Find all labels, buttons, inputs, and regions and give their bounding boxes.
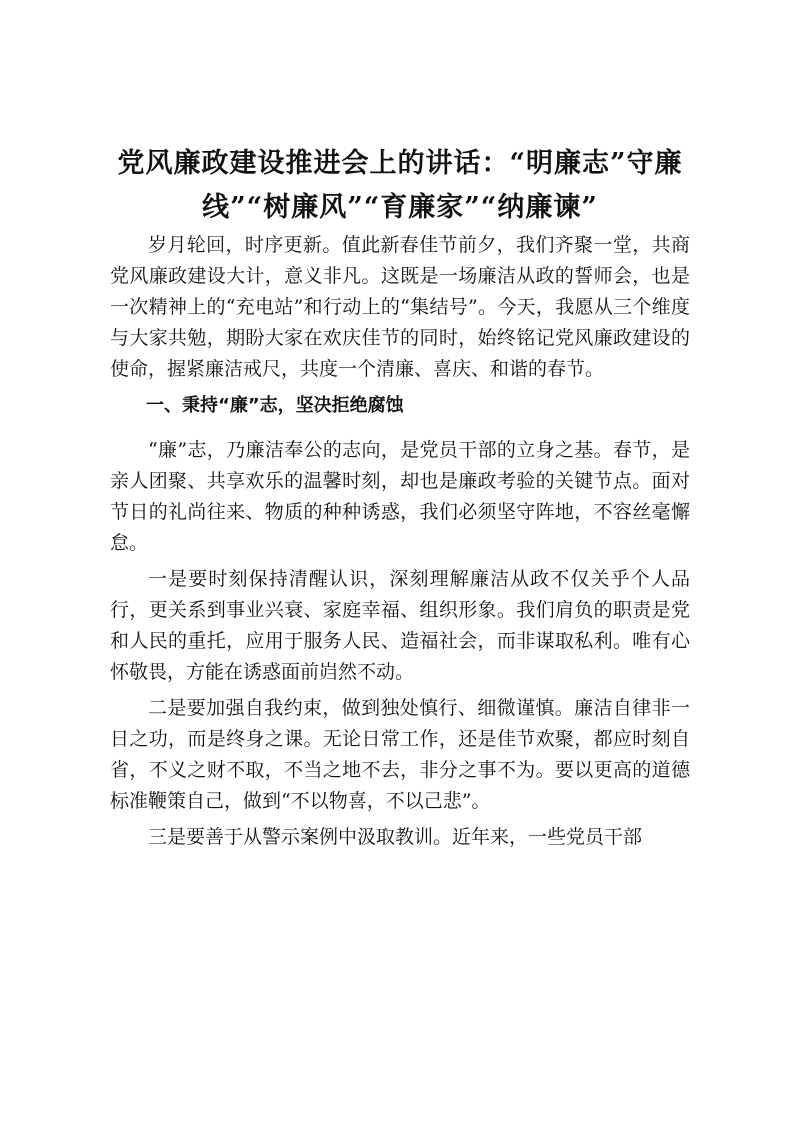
paragraph-point-1: 一是要时刻保持清醒认识，深刻理解廉洁从政不仅关乎个人品行，更关系到事业兴衰、家庭幸福、组织形象。我们肩负的职责是党和人民的重托，应用于服务人民、造福社会，而非谋取私利。唯有心怀敬畏，方能在诱惑面前岿然不动。 [110, 568, 690, 683]
paragraph-lianzhi: “廉”志，乃廉洁奉公的志向，是党员干部的立身之基。春节，是亲人团聚、共享欢乐的温馨时刻，却也是廉政考验的关键节点。面对节日的礼尚往来、物质的种种诱惑，我们必须坚守阵地，不容丝毫懈怠。 [110, 439, 690, 554]
document-title: 党风廉政建设推进会上的讲话：“明廉志”守廉线”“树廉风”“育廉家”“纳廉谏” [117, 148, 683, 223]
section-heading-1: 一、秉持“廉”志，坚决拒绝腐蚀 [146, 395, 404, 416]
paragraph-point-2: 二是要加强自我约束，做到独处慎行、细微谨慎。廉洁自律非一日之功，而是终身之课。无论日常工作，还是佳节欢聚，都应时刻自省，不义之财不取，不当之地不去，非分之事不为。要以更高的道德标准鞭策自己，做到“不以物喜，不以己悲”。 [110, 697, 690, 812]
paragraph-point-3: 三是要善于从警示案例中汲取教训。近年来，一些党员干部 [148, 826, 643, 848]
document-body [110, 230, 690, 858]
paragraph-intro: 岁月轮回，时序更新。值此新春佳节前夕，我们齐聚一堂，共商党风廉政建设大计，意义非凡。这既是一场廉洁从政的誓师会，也是一次精神上的“充电站”和行动上的“集结号”。今天，我愿从三个维度与大家共勉，期盼大家在欢庆佳节的同时，始终铭记党风廉政建设的使命，握紧廉洁戒尺，共度一个清廉、喜庆、和谐的春节。 [110, 234, 690, 380]
